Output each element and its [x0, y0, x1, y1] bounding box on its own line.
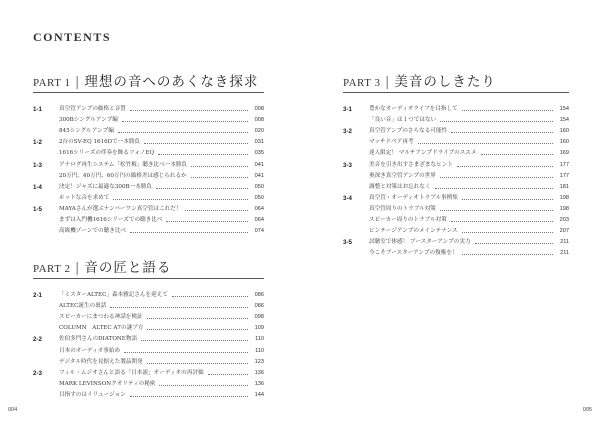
part-label: PART [33, 77, 62, 89]
entry-title: ALTEC誕生の裏話 [59, 303, 107, 310]
dot-leader [451, 132, 553, 133]
toc-entry [343, 126, 569, 137]
dot-leader [130, 396, 248, 397]
toc-entry [33, 301, 264, 312]
page-number: 008 [254, 106, 264, 113]
page-number: 203 [559, 216, 569, 223]
entry-title: ビンテージアンプのメインテナンス [369, 228, 458, 235]
page-number: 154 [559, 117, 569, 124]
toc-entry [33, 182, 264, 193]
entry-title: 決定！ジャズに最適な300B一本勝負 [59, 183, 152, 190]
entry-title: 真空管アンプのさらなる可能性 [369, 128, 448, 135]
page-number: 035 [254, 150, 264, 157]
dot-leader [130, 110, 248, 111]
entry-title: 真空管周りのトラブル対策 [369, 205, 436, 212]
toc-entry [343, 104, 569, 115]
chapter-number: 1-5 [33, 205, 42, 213]
page-number: 136 [254, 369, 264, 376]
page-number: 086 [254, 303, 264, 310]
dot-leader [440, 121, 553, 122]
dot-leader [122, 121, 248, 122]
toc-entry [33, 215, 264, 226]
page-number: 064 [254, 205, 264, 212]
toc-entry [33, 357, 264, 368]
toc-entry [343, 237, 569, 248]
toc-entry [33, 104, 264, 115]
entry-title: MAYAさんが選ぶナンバーワン真空管はこれだ！ [59, 205, 182, 212]
dot-leader [141, 340, 248, 341]
toc-entry [33, 334, 264, 345]
entry-title: 調整と対策はお忘れなく [369, 183, 431, 190]
entry-title: 今こそブースターアンプの復権を！ [369, 250, 458, 257]
chapter-number: 3-5 [343, 239, 352, 247]
page-number: 177 [559, 172, 569, 179]
dot-leader [147, 318, 248, 319]
part-3-section [343, 70, 569, 259]
entry-title: スピーカーにまつわる神話を検証 [59, 314, 143, 321]
entry-title: ホットな音を求めて [59, 194, 110, 201]
dot-leader [130, 232, 248, 233]
toc-entry [33, 323, 264, 334]
dot-leader [451, 221, 553, 222]
page-number: 154 [559, 106, 569, 113]
page-number: 109 [254, 325, 264, 332]
dot-leader [147, 363, 248, 364]
page-number: 160 [559, 128, 569, 135]
toc-entry [33, 226, 264, 237]
dot-leader [440, 177, 553, 178]
page-number: 198 [559, 194, 569, 201]
toc-entry [33, 368, 264, 379]
dot-leader [113, 199, 248, 200]
entry-title: 豊かなオーディオライフを目指して [369, 106, 458, 113]
toc-entry [33, 290, 264, 301]
part-3-entries [343, 104, 569, 259]
page-number: 008 [254, 117, 264, 124]
toc-entry [343, 182, 569, 193]
dot-leader [158, 154, 248, 155]
toc-entry [33, 115, 264, 126]
toc-entry [33, 137, 264, 148]
part-number: 3 [374, 77, 380, 89]
page-number: 031 [254, 139, 264, 146]
page-number: 086 [254, 292, 264, 299]
part-title: 美音のしきたり [394, 74, 496, 90]
toc-entry [343, 137, 569, 148]
part-2-section [33, 256, 264, 401]
dot-leader [462, 254, 553, 255]
entry-title: 目指すのはイリュージョン [59, 391, 126, 398]
toc-entry [343, 193, 569, 204]
page-number: 207 [559, 228, 569, 235]
dot-leader [440, 210, 553, 211]
folio-right: 005 [582, 407, 592, 413]
chapter-number: 2-2 [33, 336, 42, 344]
toc-entry [33, 390, 264, 401]
chapter-number: 3-2 [343, 128, 352, 136]
page-number: 074 [254, 228, 264, 235]
entry-title: 20万円、40万円、60万円の価格差は感じられるか [59, 172, 187, 179]
page-number: 050 [254, 183, 264, 190]
dot-leader [208, 374, 248, 375]
part-1-section [33, 70, 264, 237]
dot-leader [481, 154, 554, 155]
part-label: PART [343, 77, 372, 89]
part-title: 音の匠と語る [84, 260, 172, 276]
dot-leader [118, 132, 248, 133]
part-number: 2 [64, 263, 70, 275]
entry-title: まずは入門機1616シリーズでの聴き比べ [59, 216, 163, 223]
dot-leader [457, 166, 553, 167]
part-3-header [343, 70, 569, 93]
page-number: 169 [559, 150, 569, 157]
page-number: 136 [254, 380, 264, 387]
page-number: 050 [254, 194, 264, 201]
entry-title: スピーカー周りのトラブル対策 [369, 216, 447, 223]
entry-title: 「良い音」は１つではない [369, 117, 437, 124]
entry-title: アナログ再生システム「松竹梅」聴き比べ一本勝負 [59, 161, 188, 168]
entry-title: マッチドペア再考 [369, 139, 414, 146]
dot-leader [435, 188, 553, 189]
folio-left: 004 [8, 407, 18, 413]
entry-title: 試聴室で体感！ ブースターアンプの実力 [369, 239, 471, 246]
toc-entry [343, 115, 569, 126]
entry-title: デジタル時代を見据えた製品開発 [59, 358, 143, 365]
chapter-number: 3-3 [343, 161, 352, 169]
part-number: 1 [64, 77, 70, 89]
entry-title: 2台のSV-EQ 1616Dで一本勝負 [59, 139, 141, 146]
toc-entry [343, 226, 569, 237]
toc-entry [343, 204, 569, 215]
chapter-number: 1-2 [33, 139, 42, 147]
part-2-entries [33, 290, 264, 401]
toc-entry [33, 126, 264, 137]
dot-leader [124, 352, 248, 353]
page-number: 041 [254, 161, 264, 168]
page-number: 181 [559, 183, 569, 190]
entry-title: 日本のオーディオ事始め [59, 347, 121, 354]
page-number: 110 [255, 347, 264, 354]
part-2-header [33, 256, 264, 279]
dot-leader [156, 188, 248, 189]
page-number: 177 [559, 161, 569, 168]
page-number: 198 [559, 205, 569, 212]
entry-title: 1616シリーズの伴奏を飾るフォノEQ [59, 150, 155, 157]
part-title: 理想の音へのあくなき探求 [84, 74, 259, 90]
page-number: 041 [254, 172, 264, 179]
dot-leader [147, 329, 248, 330]
page-number: 064 [254, 216, 264, 223]
chapter-number: 3-4 [343, 194, 352, 202]
page-number: 144 [254, 391, 264, 398]
entry-title: 「ミスターALTEC」森本雅記さんを迎えて [59, 292, 168, 299]
dot-leader [166, 221, 248, 222]
part-1-header [33, 70, 264, 93]
dot-leader [462, 232, 553, 233]
part-separator: | [74, 261, 80, 276]
entry-title: 845シングルアンプ編 [59, 128, 114, 135]
chapter-number: 1-1 [33, 106, 42, 114]
part-label: PART [33, 263, 62, 275]
entry-title: フィル・ムジオさんと語る「日本流」オーディオの再評価 [59, 369, 204, 376]
entry-title: 高級機ゾーンでの聴き比べ [59, 228, 127, 235]
dot-leader [144, 143, 248, 144]
dot-leader [462, 199, 553, 200]
toc-entry [343, 215, 569, 226]
chapter-number: 1-4 [33, 183, 42, 191]
part-separator: | [74, 75, 80, 90]
toc-entry [33, 171, 264, 182]
chapter-number: 3-1 [343, 106, 352, 114]
page-number: 098 [254, 314, 264, 321]
page-number: 110 [255, 336, 264, 343]
part-1-entries [33, 104, 264, 237]
toc-entry [33, 159, 264, 170]
dot-leader [159, 385, 248, 386]
entry-title: 達人限定！ マルチアンプドライブのススメ [369, 150, 477, 157]
chapter-number: 1-3 [33, 161, 42, 169]
toc-entry [33, 312, 264, 323]
dot-leader [418, 143, 553, 144]
entry-title: 300Bシングルアンプ編 [59, 117, 118, 124]
toc-entry [33, 193, 264, 204]
dot-leader [462, 110, 553, 111]
dot-leader [185, 210, 248, 211]
toc-entry [33, 204, 264, 215]
entry-title: 美音を引き出すさまざまなヒント [369, 161, 453, 168]
entry-title: 奥深き真空管アンプの世界 [369, 172, 436, 179]
chapter-number: 2-1 [33, 292, 42, 300]
entry-title: 佐伯多門さんのDIATONE物語 [59, 336, 138, 343]
dot-leader [191, 166, 248, 167]
part-separator: | [384, 75, 390, 90]
contents-heading: CONTENTS [33, 30, 112, 44]
dot-leader [191, 177, 248, 178]
page-number: 123 [254, 358, 264, 365]
toc-entry [33, 345, 264, 356]
toc-entry [343, 148, 569, 159]
toc-entry [33, 148, 264, 159]
dot-leader [172, 296, 248, 297]
chapter-number: 2-3 [33, 369, 42, 377]
page-number: 020 [254, 128, 264, 135]
entry-title: COLUMN ALTEC A7の謎ブ方 [59, 325, 144, 332]
toc-entry [343, 248, 569, 259]
dot-leader [110, 307, 248, 308]
toc-entry [33, 379, 264, 390]
dot-leader [475, 243, 553, 244]
page-number: 211 [560, 239, 569, 246]
entry-title: 真空管アンプの価格と音質 [59, 106, 126, 113]
entry-title: 真空管・オーディオトラブル事例集 [369, 194, 458, 201]
entry-title: MARK LEVINSONクオリティの秘密 [59, 380, 156, 387]
page-number: 211 [560, 250, 569, 257]
toc-entry [343, 159, 569, 170]
page-number: 160 [559, 139, 569, 146]
toc-entry [343, 171, 569, 182]
